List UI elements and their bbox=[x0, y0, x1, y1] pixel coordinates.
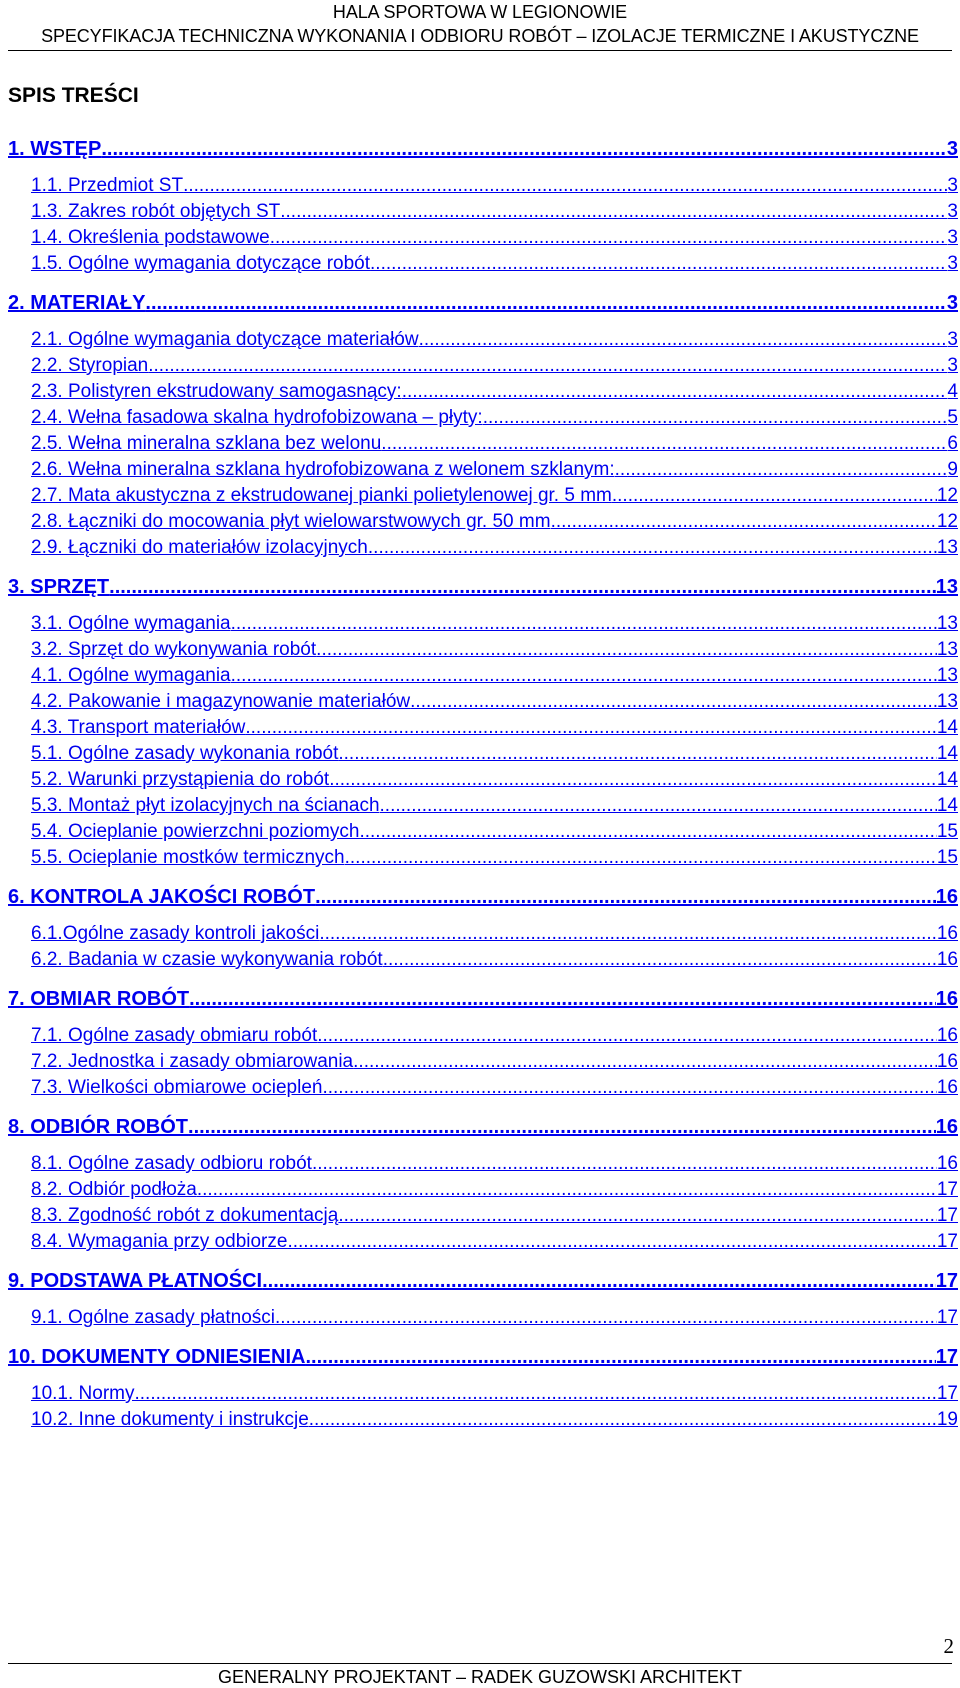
toc-subsection-link[interactable] bbox=[31, 1379, 958, 1405]
toc-dot-leader bbox=[551, 511, 937, 533]
page-header bbox=[0, 0, 960, 48]
toc-entry-page: 3 bbox=[947, 253, 958, 274]
toc-dot-leader bbox=[370, 253, 947, 275]
toc-dot-leader bbox=[410, 691, 937, 713]
toc-entry-text: 1.5. Ogólne wymagania dotyczące robót bbox=[31, 253, 371, 274]
toc-entry-page: 16 bbox=[936, 1025, 958, 1046]
toc-entry-page: 13 bbox=[936, 639, 958, 660]
toc-entry-text: 7.2. Jednostka i zasady obmiarowania bbox=[31, 1051, 354, 1072]
toc-dot-leader bbox=[319, 923, 937, 945]
toc-entry-text: 8.2. Odbiór podłoża bbox=[31, 1179, 197, 1200]
toc-entry-page: 16 bbox=[936, 923, 958, 944]
toc-entry-text: 5.4. Ocieplanie powierzchni poziomych bbox=[31, 821, 360, 842]
toc-entry-text: 5.2. Warunki przystąpienia do robót bbox=[31, 769, 330, 790]
toc-dot-leader bbox=[402, 381, 948, 403]
toc-subsection-link[interactable] bbox=[31, 609, 958, 635]
toc-dot-leader bbox=[353, 1051, 937, 1073]
toc-entry-page: 16 bbox=[936, 1077, 958, 1098]
toc-entry-text: 5.5. Ocieplanie mostków termicznych bbox=[31, 847, 345, 868]
toc-dot-leader bbox=[305, 1346, 935, 1369]
toc-entry-text: 2.3. Polistyren ekstrudowany samogasnący: bbox=[31, 381, 402, 402]
toc-entry-page: 13 bbox=[936, 691, 958, 712]
toc-dot-leader bbox=[270, 227, 948, 249]
toc-entry-page: 17 bbox=[936, 1307, 958, 1328]
toc-entry-page: 16 bbox=[935, 1116, 958, 1138]
toc-dot-leader bbox=[231, 613, 937, 635]
toc-dot-leader bbox=[381, 433, 947, 455]
toc-dot-leader bbox=[109, 576, 936, 599]
toc-dot-leader bbox=[275, 1307, 937, 1329]
toc-subsection-link[interactable] bbox=[31, 765, 958, 791]
toc-section-link[interactable] bbox=[8, 1265, 958, 1293]
toc-subsection-link[interactable] bbox=[31, 1227, 958, 1253]
header-project-title: HALA SPORTOWA W LEGIONOWIE bbox=[332, 2, 628, 22]
toc-entry-page: 9 bbox=[947, 459, 958, 480]
toc-dot-leader bbox=[383, 949, 937, 971]
toc-entry-text: 9. PODSTAWA PŁATNOŚCI bbox=[8, 1270, 263, 1292]
toc-entry-page: 17 bbox=[936, 1179, 958, 1200]
toc-dot-leader bbox=[317, 1025, 937, 1047]
toc-entry-page: 13 bbox=[936, 537, 958, 558]
toc-dot-leader bbox=[338, 743, 937, 765]
toc-entry-text: 4.2. Pakowanie i magazynowanie materiałów bbox=[31, 691, 411, 712]
toc-subsection-link[interactable] bbox=[31, 429, 958, 455]
toc-entry-text: 8. ODBIÓR ROBÓT bbox=[8, 1116, 189, 1138]
footer-divider bbox=[8, 1663, 952, 1664]
toc-subsection-link[interactable] bbox=[31, 403, 958, 429]
toc-entry-text: 2.8. Łączniki do mocowania płyt wielowarstwowych gr. 50 mm bbox=[31, 511, 551, 532]
toc-entry-text: 2.5. Wełna mineralna szklana bez welonu bbox=[31, 433, 382, 454]
toc-entry-text: 6.1.Ogólne zasady kontroli jakości bbox=[31, 923, 320, 944]
toc-subsection-link[interactable] bbox=[31, 455, 958, 481]
toc-subsection-link[interactable] bbox=[31, 661, 958, 687]
toc-dot-leader bbox=[312, 1153, 937, 1175]
toc-dot-leader bbox=[197, 1179, 937, 1201]
toc-entry-text: 3. SPRZĘT bbox=[8, 576, 110, 598]
toc-subsection-link[interactable] bbox=[31, 739, 958, 765]
toc-entry-page: 17 bbox=[936, 1383, 958, 1404]
toc-section-link[interactable] bbox=[8, 881, 958, 909]
toc-entry-text: 2.4. Wełna fasadowa skalna hydrofobizowana – płyty: bbox=[31, 407, 483, 428]
toc-subsection-link[interactable] bbox=[31, 171, 958, 197]
toc-dot-leader bbox=[262, 1270, 936, 1293]
toc-entry-text: 4.3. Transport materiałów bbox=[31, 717, 246, 738]
toc-dot-leader bbox=[101, 138, 947, 161]
toc-entry-text: 4.1. Ogólne wymagania bbox=[31, 665, 231, 686]
toc-entry-page: 19 bbox=[936, 1409, 958, 1430]
toc-subsection-link[interactable] bbox=[31, 817, 958, 843]
toc-entry-page: 5 bbox=[947, 407, 958, 428]
toc-subsection-link[interactable] bbox=[31, 919, 958, 945]
toc-section-link[interactable] bbox=[8, 571, 958, 599]
toc-entry-page: 3 bbox=[946, 292, 958, 314]
toc-entry-page: 14 bbox=[936, 769, 958, 790]
toc-subsection-link[interactable] bbox=[31, 635, 958, 661]
toc-entry-page: 16 bbox=[935, 886, 958, 908]
toc-entry-page: 12 bbox=[936, 485, 958, 506]
toc-entry-text: 7.1. Ogólne zasady obmiaru robót bbox=[31, 1025, 318, 1046]
toc-entry-page: 13 bbox=[936, 613, 958, 634]
toc-subsection-link[interactable] bbox=[31, 1201, 958, 1227]
toc-entry-text: 6.2. Badania w czasie wykonywania robót bbox=[31, 949, 383, 970]
toc-subsection-link[interactable] bbox=[31, 325, 958, 351]
toc-entry-text: 2.2. Styropian bbox=[31, 355, 149, 376]
toc-entry-page: 17 bbox=[936, 1205, 958, 1226]
toc-subsection-link[interactable] bbox=[31, 249, 958, 275]
toc-entry-page: 3 bbox=[947, 355, 958, 376]
toc-entry-text: 2.1. Ogólne wymagania dotyczące materiałów bbox=[31, 329, 419, 350]
toc-dot-leader bbox=[287, 1231, 936, 1253]
toc-entry-page: 16 bbox=[936, 1051, 958, 1072]
toc-subsection-link[interactable] bbox=[31, 1047, 958, 1073]
toc-entry-text: 2.7. Mata akustyczna z ekstrudowanej pianki polietylenowej gr. 5 mm bbox=[31, 485, 612, 506]
toc-entry-text: 2.9. Łączniki do materiałów izolacyjnych bbox=[31, 537, 368, 558]
toc-entry-page: 3 bbox=[947, 175, 958, 196]
toc-entry-page: 16 bbox=[936, 949, 958, 970]
toc-subsection-link[interactable] bbox=[31, 1303, 958, 1329]
toc-subsection-link[interactable] bbox=[31, 1405, 958, 1431]
toc-dot-leader bbox=[188, 1116, 936, 1139]
toc-entry-page: 12 bbox=[936, 511, 958, 532]
toc-subsection-link[interactable] bbox=[31, 351, 958, 377]
toc-entry-text: 1.1. Przedmiot ST bbox=[31, 175, 184, 196]
toc-subsection-link[interactable] bbox=[31, 791, 958, 817]
toc-entry-text: 1.4. Określenia podstawowe bbox=[31, 227, 270, 248]
toc-subsection-link[interactable] bbox=[31, 507, 958, 533]
toc-entry-page: 16 bbox=[935, 988, 958, 1010]
toc-dot-leader bbox=[315, 886, 936, 909]
toc-entry-text: 10.1. Normy bbox=[31, 1383, 135, 1404]
toc-section-link[interactable] bbox=[8, 287, 958, 315]
page-footer: GENERALNY PROJEKTANT – RADEK GUZOWSKI ARCHITEKT bbox=[217, 1667, 743, 1687]
toc-subsection-link[interactable] bbox=[31, 1149, 958, 1175]
toc-subsection-link[interactable] bbox=[31, 377, 958, 403]
toc-dot-leader bbox=[309, 1409, 937, 1431]
toc-subsection-link[interactable] bbox=[31, 481, 958, 507]
toc-entry-page: 4 bbox=[947, 381, 958, 402]
toc-dot-leader bbox=[145, 292, 946, 315]
toc-dot-leader bbox=[612, 485, 937, 507]
toc-section-link[interactable] bbox=[8, 133, 958, 161]
toc-entry-text: 7.3. Wielkości obmiarowe ociepleń bbox=[31, 1077, 323, 1098]
toc-entry-page: 3 bbox=[947, 227, 958, 248]
toc-entry-page: 16 bbox=[936, 1153, 958, 1174]
toc-dot-leader bbox=[483, 407, 948, 429]
toc-entry-text: 8.4. Wymagania przy odbiorze bbox=[31, 1231, 288, 1252]
toc-entry-text: 6. KONTROLA JAKOŚCI ROBÓT bbox=[8, 886, 316, 908]
toc-entry-page: 14 bbox=[936, 795, 958, 816]
toc-entry-page: 3 bbox=[946, 138, 958, 160]
toc-dot-leader bbox=[322, 1077, 936, 1099]
toc-subsection-link[interactable] bbox=[31, 843, 958, 869]
toc-entry-text: 8.3. Zgodność robót z dokumentacją bbox=[31, 1205, 339, 1226]
toc-dot-leader bbox=[338, 1205, 937, 1227]
toc-entry-page: 17 bbox=[936, 1231, 958, 1252]
toc-entry-text: 2.6. Wełna mineralna szklana hydrofobizowana z welonem szklanym: bbox=[31, 459, 615, 480]
toc-dot-leader bbox=[359, 821, 936, 843]
toc-entry-text: 3.2. Sprzęt do wykonywania robót bbox=[31, 639, 317, 660]
toc-entry-text: 5.1. Ogólne zasady wykonania robót bbox=[31, 743, 339, 764]
toc-subsection-link[interactable] bbox=[31, 713, 958, 739]
toc-dot-leader bbox=[615, 459, 948, 481]
toc-section-link[interactable] bbox=[8, 1341, 958, 1369]
toc-subsection-link[interactable] bbox=[31, 533, 958, 559]
toc-dot-leader bbox=[134, 1383, 936, 1405]
toc-entry-text: 3.1. Ogólne wymagania bbox=[31, 613, 231, 634]
toc-subsection-link[interactable] bbox=[31, 1073, 958, 1099]
toc-entry-text: 5.3. Montaż płyt izolacyjnych na ścianach bbox=[31, 795, 380, 816]
toc-dot-leader bbox=[183, 175, 947, 197]
toc-dot-leader bbox=[280, 201, 947, 223]
toc-title: SPIS TREŚCI bbox=[8, 84, 139, 107]
toc-entry-page: 15 bbox=[936, 821, 958, 842]
toc-entry-page: 13 bbox=[935, 576, 958, 598]
toc-dot-leader bbox=[316, 639, 937, 661]
page-number: 2 bbox=[943, 1634, 954, 1658]
toc-entry-text: 1.3. Zakres robót objętych ST bbox=[31, 201, 281, 222]
header-divider bbox=[8, 50, 952, 51]
toc-subsection-link[interactable] bbox=[31, 197, 958, 223]
toc-entry-text: 10.2. Inne dokumenty i instrukcje bbox=[31, 1409, 309, 1430]
toc-entry-page: 14 bbox=[936, 717, 958, 738]
toc-entry-text: 1. WSTĘP bbox=[8, 138, 102, 160]
toc-dot-leader bbox=[419, 329, 948, 351]
toc-dot-leader bbox=[329, 769, 937, 791]
toc-entry-text: 10. DOKUMENTY ODNIESIENIA bbox=[8, 1346, 306, 1368]
toc-entry-page: 14 bbox=[936, 743, 958, 764]
toc-dot-leader bbox=[245, 717, 936, 739]
toc-subsection-link[interactable] bbox=[31, 1175, 958, 1201]
toc-dot-leader bbox=[380, 795, 937, 817]
toc-entry-text: 8.1. Ogólne zasady odbioru robót bbox=[31, 1153, 312, 1174]
toc-entry-page: 15 bbox=[936, 847, 958, 868]
toc-entry-page: 13 bbox=[936, 665, 958, 686]
toc-subsection-link[interactable] bbox=[31, 687, 958, 713]
toc-entry-text: 7. OBMIAR ROBÓT bbox=[8, 988, 190, 1010]
toc-section-link[interactable] bbox=[8, 983, 958, 1011]
toc-entry-page: 6 bbox=[947, 433, 958, 454]
toc-entry-page: 3 bbox=[947, 201, 958, 222]
toc-entry-page: 17 bbox=[935, 1270, 958, 1292]
toc-entry-text: 2. MATERIAŁY bbox=[8, 292, 146, 314]
header-document-title: SPECYFIKACJA TECHNICZNA WYKONANIA I ODBIORU ROBÓT – IZOLACJE TERMICZNE I AKUSTYCZNE bbox=[41, 26, 919, 46]
toc-dot-leader bbox=[345, 847, 937, 869]
toc-dot-leader bbox=[368, 537, 937, 559]
toc-entry-page: 3 bbox=[947, 329, 958, 350]
toc-subsection-link[interactable] bbox=[31, 945, 958, 971]
toc-dot-leader bbox=[231, 665, 937, 687]
toc-entry-page: 17 bbox=[935, 1346, 958, 1368]
toc-subsection-link[interactable] bbox=[31, 223, 958, 249]
toc-entry-text: 9.1. Ogólne zasady płatności bbox=[31, 1307, 275, 1328]
toc-section-link[interactable] bbox=[8, 1111, 958, 1139]
toc-dot-leader bbox=[189, 988, 936, 1011]
toc-dot-leader bbox=[148, 355, 947, 377]
toc-subsection-link[interactable] bbox=[31, 1021, 958, 1047]
